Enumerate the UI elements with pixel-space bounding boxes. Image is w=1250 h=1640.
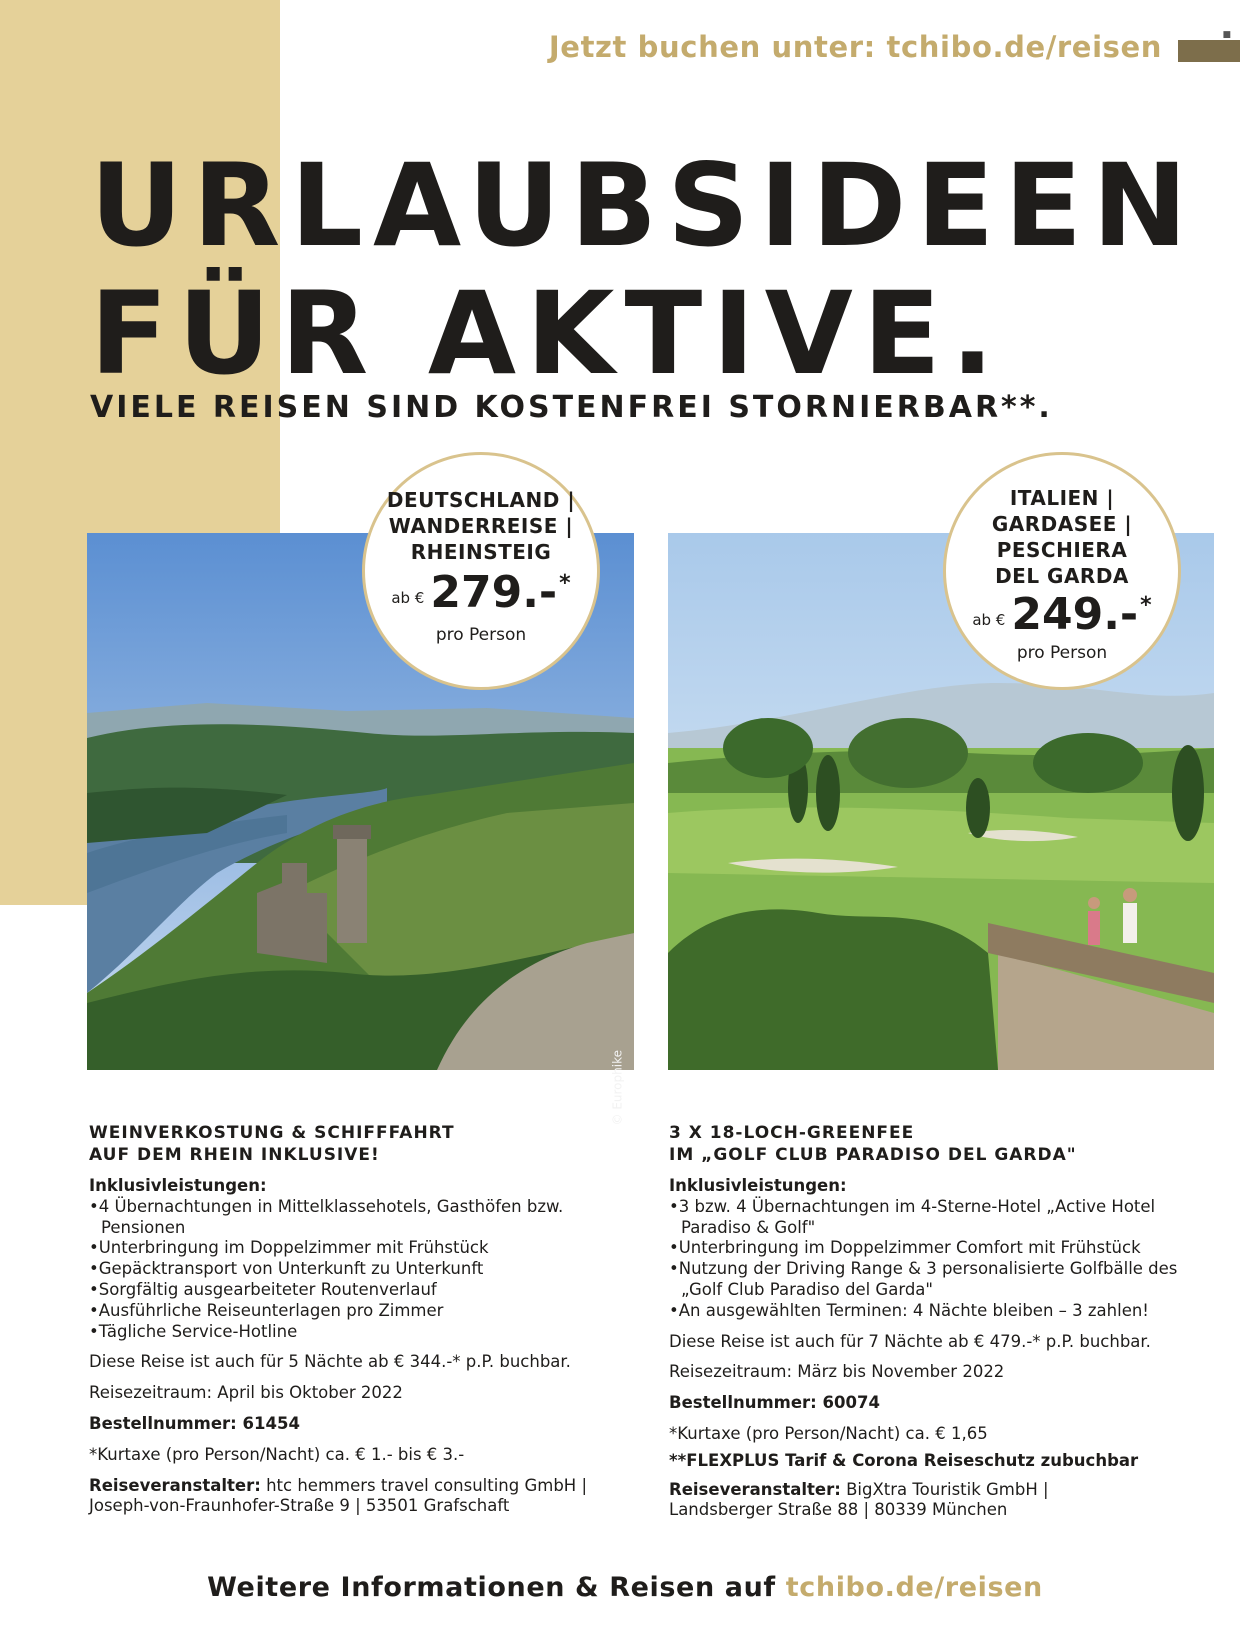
list-item: • An ausgewählten Terminen: 4 Nächte bleiben – 3 zahlen! <box>669 1301 1209 1322</box>
footer-link[interactable]: tchibo.de/reisen <box>785 1572 1043 1603</box>
offer-details-gardasee <box>669 1122 1209 1521</box>
price-per-person: pro Person <box>1016 643 1108 663</box>
brand-mark-icon: ■ <box>1222 30 1231 40</box>
badge-title-line: DEUTSCHLAND | <box>386 488 576 512</box>
price-badge-rheinsteig <box>362 452 600 690</box>
travel-period: Reisezeitraum: März bis November 2022 <box>669 1362 1005 1382</box>
tourist-tax-note: *Kurtaxe (pro Person/Nacht) ca. € 1,65 <box>669 1423 988 1443</box>
operator-name: htc hemmers travel consulting GmbH | <box>260 1475 588 1495</box>
page-headline <box>90 139 1198 400</box>
badge-title <box>365 487 597 565</box>
extra-nights-note: Diese Reise ist auch für 5 Nächte ab € 344.-* p.P. buchbar. <box>89 1352 571 1372</box>
offer-heading-line: WEINVERKOSTUNG & SCHIFFFAHRT <box>89 1123 455 1143</box>
footer-info <box>0 1572 1250 1603</box>
price-value: 249.- <box>1011 589 1139 640</box>
tour-operator <box>89 1476 609 1518</box>
extra-nights-note: Diese Reise ist auch für 7 Nächte ab € 479.-* p.P. buchbar. <box>669 1331 1151 1351</box>
badge-title-line: PESCHIERA <box>996 538 1128 562</box>
list-item: • Tägliche Service-Hotline <box>89 1322 609 1343</box>
order-number: Bestellnummer: 60074 <box>669 1393 880 1413</box>
badge-price-row <box>946 589 1178 640</box>
list-item: • Gepäcktransport von Unterkunft zu Unterkunft <box>89 1259 609 1280</box>
offer-heading <box>89 1122 609 1166</box>
price-prefix: ab € <box>972 611 1006 629</box>
price-footnote-mark: * <box>559 571 571 596</box>
offer-heading-line: 3 X 18-LOCH-GREENFEE <box>669 1123 915 1143</box>
badge-title-line: ITALIEN | <box>1009 486 1115 510</box>
badge-title-line: DEL GARDA <box>995 564 1129 588</box>
list-item: • Ausführliche Reiseunterlagen pro Zimmer <box>89 1301 609 1322</box>
operator-name: BigXtra Touristik GmbH | <box>840 1479 1049 1499</box>
badge-title <box>946 485 1178 589</box>
list-item: • Sorgfältig ausgearbeiteter Routenverlauf <box>89 1280 609 1301</box>
headline-line-2: FÜR AKTIVE. <box>90 267 1005 400</box>
badge-title-line: RHEINSTEIG <box>410 540 552 564</box>
list-item: • 4 Übernachtungen in Mittelklassehotels, Gasthöfen bzw. Pensionen <box>89 1197 609 1239</box>
badge-title-line: WANDERREISE | <box>388 514 574 538</box>
offer-details-rheinsteig <box>89 1122 609 1517</box>
badge-price-row <box>365 567 597 618</box>
offer-heading-line: AUF DEM RHEIN INKLUSIVE! <box>89 1145 380 1165</box>
included-label: Inklusivleistungen: <box>89 1176 267 1195</box>
operator-label: Reiseveranstalter: <box>669 1479 841 1499</box>
page-subheadline: VIELE REISEN SIND KOSTENFREI STORNIERBAR**. <box>90 390 1053 425</box>
tour-operator <box>669 1480 1209 1522</box>
flexplus-note: **FLEXPLUS Tarif & Corona Reiseschutz zubuchbar <box>669 1450 1139 1470</box>
list-item: • 3 bzw. 4 Übernachtungen im 4-Sterne-Hotel „Active Hotel Paradiso & Golf" <box>669 1197 1209 1239</box>
price-footnote-mark: * <box>1140 593 1152 618</box>
brand-bar <box>1178 40 1240 62</box>
footer-text: Weitere Informationen & Reisen auf <box>207 1572 786 1603</box>
operator-address: Landsberger Straße 88 | 80339 München <box>669 1500 1008 1520</box>
included-list <box>669 1197 1209 1322</box>
tourist-tax-note: *Kurtaxe (pro Person/Nacht) ca. € 1.- bis € 3.- <box>89 1444 465 1464</box>
order-number: Bestellnummer: 61454 <box>89 1413 300 1433</box>
offer-heading-line: IM „GOLF CLUB PARADISO DEL GARDA" <box>669 1145 1077 1165</box>
price-value: 279.- <box>430 567 558 618</box>
photo-credit: © Europhike <box>610 1050 624 1126</box>
price-badge-gardasee <box>943 452 1181 690</box>
list-item: • Unterbringung im Doppelzimmer mit Frühstück <box>89 1238 609 1259</box>
included-list <box>89 1197 609 1343</box>
offer-heading <box>669 1122 1209 1166</box>
list-item: • Unterbringung im Doppelzimmer Comfort mit Frühstück <box>669 1238 1209 1259</box>
badge-title-line: GARDASEE | <box>991 512 1133 536</box>
price-per-person: pro Person <box>435 625 527 645</box>
operator-address: Joseph-von-Fraunhofer-Straße 9 | 53501 Grafschaft <box>89 1496 510 1516</box>
headline-line-1: URLAUBSIDEEN <box>90 139 1198 272</box>
booking-link[interactable]: Jetzt buchen unter: tchibo.de/reisen <box>548 30 1162 64</box>
list-item: • Nutzung der Driving Range & 3 personalisierte Golfbälle des „Golf Club Paradiso del Garda" <box>669 1259 1209 1301</box>
price-prefix: ab € <box>391 589 425 607</box>
included-label: Inklusivleistungen: <box>669 1176 847 1195</box>
travel-period: Reisezeitraum: April bis Oktober 2022 <box>89 1383 403 1403</box>
operator-label: Reiseveranstalter: <box>89 1475 261 1495</box>
